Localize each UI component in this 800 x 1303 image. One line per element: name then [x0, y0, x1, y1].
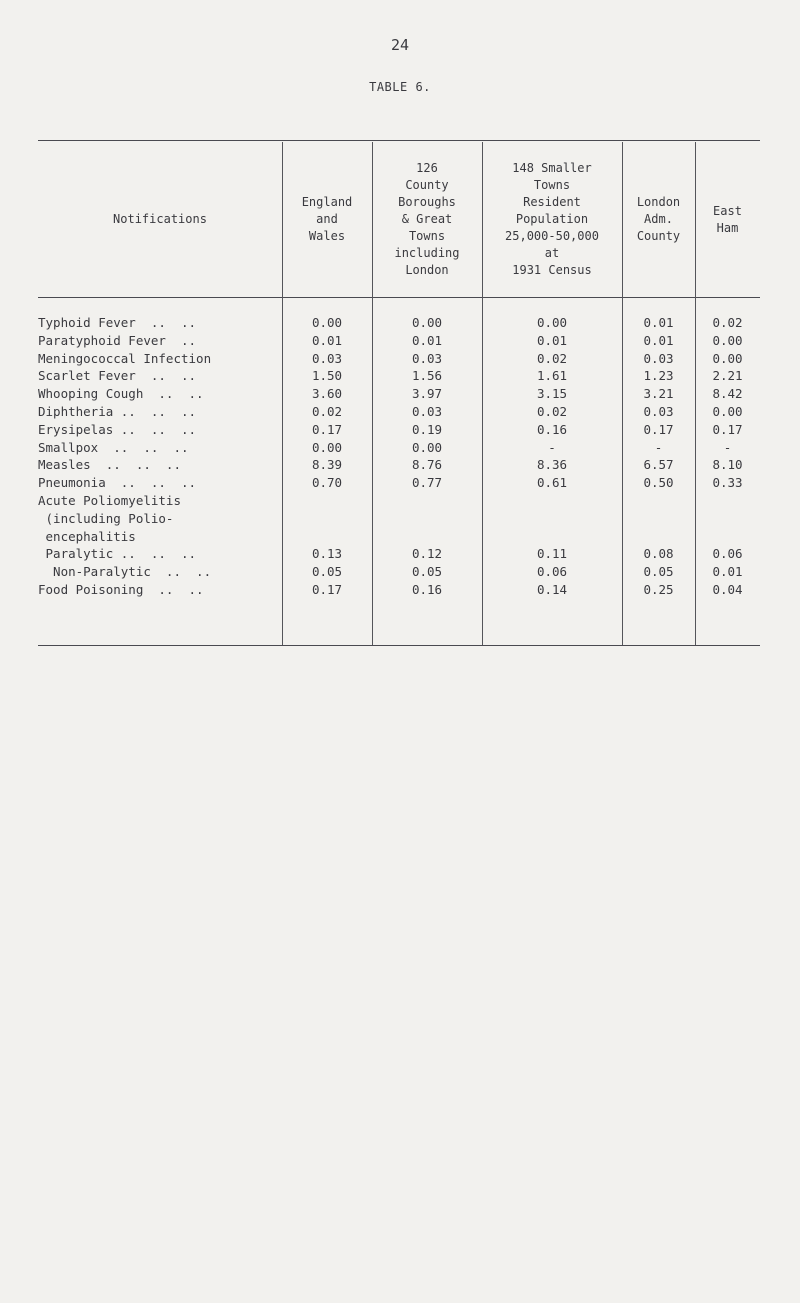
row-value: 0.17	[643, 421, 674, 437]
row-value: 0.02	[536, 404, 568, 419]
row-value: 0.02	[712, 315, 743, 330]
table-row	[38, 367, 760, 384]
row-value: 6.57	[643, 457, 674, 473]
row-label: Paratyphoid Fever ..	[38, 332, 197, 348]
header-england-wales: England and Wales	[301, 195, 353, 243]
row-label: Typhoid Fever .. ..	[38, 315, 197, 330]
row-value: 0.19	[411, 421, 443, 437]
header-london-county: London Adm. County	[636, 195, 681, 243]
row-value: 0.03	[411, 404, 443, 419]
row-value: 0.06	[712, 546, 743, 562]
row-value: 0.17	[712, 421, 743, 437]
table-row	[38, 456, 760, 473]
table-row	[38, 385, 760, 402]
row-value: 0.16	[536, 421, 568, 437]
row-value: 0.03	[643, 350, 674, 366]
row-value: 1.56	[411, 368, 443, 384]
row-value: 0.01	[311, 332, 343, 348]
row-value: 3.15	[536, 386, 568, 402]
row-value: 2.21	[712, 368, 743, 384]
page-number: 24	[390, 36, 410, 54]
row-value: 0.16	[411, 582, 443, 597]
table-row	[38, 332, 760, 349]
row-value: 0.02	[311, 404, 343, 419]
row-value: 1.61	[536, 368, 568, 384]
row-label: Pneumonia .. .. ..	[38, 475, 197, 491]
row-label: Diphtheria .. .. ..	[38, 404, 197, 419]
row-value: 0.03	[411, 350, 443, 366]
row-value: 0.04	[712, 582, 743, 597]
row-value: 8.76	[411, 457, 443, 473]
table-row	[38, 581, 760, 598]
row-value: 0.12	[411, 546, 443, 562]
row-value: 0.00	[712, 332, 743, 348]
row-label: Smallpox .. .. ..	[38, 439, 189, 455]
row-value: 3.21	[643, 386, 674, 402]
header-smaller-towns: 148 Smaller Towns Resident Population 25,000-50,000 at 1931 Census	[505, 161, 599, 277]
row-value: 0.00	[311, 439, 343, 455]
row-value: 0.77	[411, 475, 443, 491]
row-value: 0.03	[311, 350, 343, 366]
table-top-rule	[38, 140, 760, 141]
header-county-boroughs: 126 County Boroughs & Great Towns including London	[394, 161, 460, 277]
row-label: Food Poisoning .. ..	[38, 582, 204, 597]
row-value: 0.11	[536, 546, 568, 562]
row-value: 0.17	[311, 582, 343, 597]
row-value: 0.33	[712, 475, 743, 491]
row-value: 1.23	[643, 368, 674, 384]
row-value: 0.01	[712, 564, 743, 580]
row-value: 0.00	[411, 439, 443, 455]
row-label: (including Polio-	[38, 510, 174, 526]
table-title: TABLE 6.	[369, 80, 431, 94]
header-east-ham: East Ham	[713, 203, 742, 235]
row-value: 8.39	[311, 457, 343, 473]
row-label: Non-Paralytic .. ..	[38, 564, 212, 580]
table-row	[38, 528, 760, 545]
table-row	[38, 545, 760, 562]
table-row	[38, 314, 760, 331]
table-header-rule	[38, 297, 760, 298]
row-value: 0.00	[536, 315, 568, 330]
row-value: 0.01	[643, 332, 674, 348]
header-notifications: Notifications	[113, 212, 207, 226]
row-value: -	[723, 439, 732, 455]
row-label: Acute Poliomyelitis	[38, 493, 181, 508]
row-value: 0.01	[536, 332, 568, 348]
row-value: 8.42	[712, 386, 743, 402]
row-value: 0.00	[411, 315, 443, 330]
row-value: -	[654, 439, 663, 455]
table-row	[38, 403, 760, 420]
row-value: 0.05	[311, 564, 343, 580]
row-value: 0.25	[643, 582, 674, 597]
table-row	[38, 563, 760, 580]
table-row	[38, 474, 760, 491]
row-value: 0.70	[311, 475, 343, 491]
row-value: 0.05	[643, 564, 674, 580]
table-row	[38, 510, 760, 527]
table-row	[38, 421, 760, 438]
row-value: 0.00	[712, 404, 743, 419]
row-value: 0.61	[536, 475, 568, 491]
table-bottom-rule	[38, 645, 760, 646]
row-value: 0.01	[411, 332, 443, 348]
row-value: 0.02	[536, 350, 568, 366]
row-label: Measles .. .. ..	[38, 457, 181, 473]
table-row	[38, 439, 760, 456]
row-value: 0.00	[311, 315, 343, 330]
row-value: 1.50	[311, 368, 343, 384]
row-value: 0.50	[643, 475, 674, 491]
row-label: Erysipelas .. .. ..	[38, 421, 197, 437]
row-value: 3.60	[311, 386, 343, 402]
row-value: 0.00	[712, 350, 743, 366]
row-value: 0.03	[643, 404, 674, 419]
row-value: 0.13	[311, 546, 343, 562]
row-value: 3.97	[411, 386, 443, 402]
row-value: 0.17	[311, 421, 343, 437]
row-value: 8.10	[712, 457, 743, 473]
row-value: -	[548, 439, 556, 455]
row-label: Paralytic .. .. ..	[38, 546, 197, 562]
row-value: 0.14	[536, 582, 568, 597]
row-value: 0.05	[411, 564, 443, 580]
row-value: 8.36	[536, 457, 568, 473]
row-label: Meningococcal Infection	[38, 350, 212, 366]
table-row	[38, 492, 760, 509]
row-label: encephalitis	[38, 528, 136, 544]
row-value: 0.01	[643, 315, 674, 330]
table-row	[38, 350, 760, 367]
row-label: Scarlet Fever .. ..	[38, 368, 197, 384]
row-value: 0.06	[536, 564, 568, 580]
row-label: Whooping Cough .. ..	[38, 386, 204, 402]
row-value: 0.08	[643, 546, 674, 562]
